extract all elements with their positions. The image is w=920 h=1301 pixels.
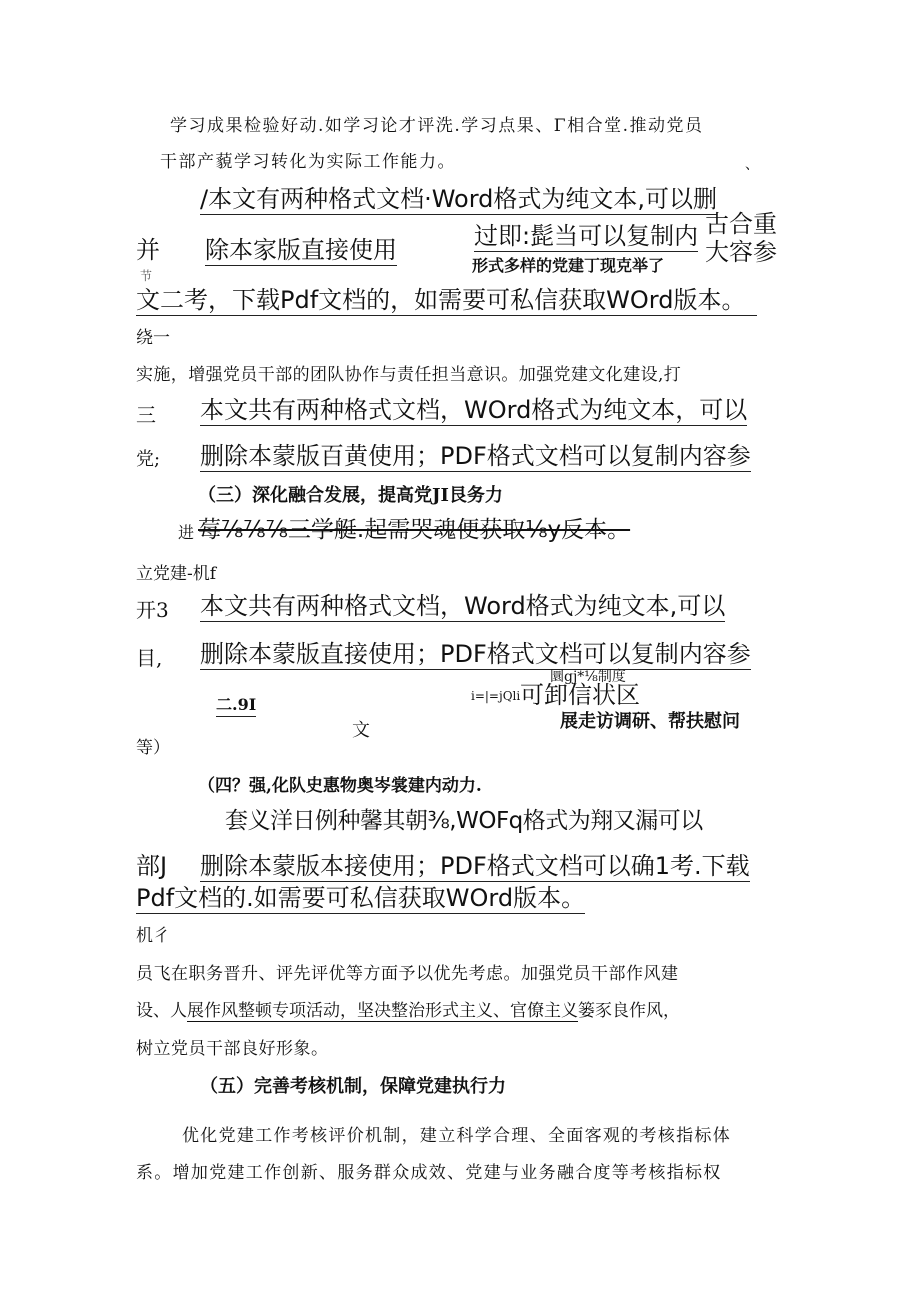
text-line: 形式多样的党建丁现克举了 xyxy=(472,256,665,275)
text-fragment: 开3 xyxy=(136,598,169,622)
text-line: 实施，增强党员干部的团队协作与责任担当意识。加强党建文化建设,打 xyxy=(136,365,682,385)
text-fragment: i=|=jQli xyxy=(471,689,521,703)
text-fragment: 设、人 xyxy=(136,1001,187,1021)
text-fragment: 展走访调研、帮扶慰问 xyxy=(560,711,740,732)
text-fragment-underlined: 展作风整顿专项活动，坚决整治形式主义、官僚主义 xyxy=(187,1001,578,1021)
text-fragment: 部J xyxy=(136,852,168,880)
text-line: 机彳 xyxy=(136,926,170,946)
text-fragment: 圜gj*⅛制度 xyxy=(550,669,626,685)
overlay-line: 除本家版直接使用 xyxy=(205,236,397,264)
section-heading: （五）完善考核机制，保障党建执行力 xyxy=(200,1076,506,1097)
text-fragment: 二.9I xyxy=(216,697,256,717)
overlay-line: 文二考，下载Pdf文档的，如需要可私信获取WOrd版本。 xyxy=(136,288,757,316)
text-fragment: 党; xyxy=(136,449,161,470)
text-line: 员飞在职务晋升、评先评优等方面予以优先考虑。加强党员干部作风建 xyxy=(136,964,679,984)
text-line: 优化党建工作考核评价机制，建立科学合理、全面客观的考核指标体 xyxy=(182,1126,731,1146)
overlay-line: 本文共有两种格式文档，WOrd格式为纯文本，可以 xyxy=(200,396,748,424)
text-line: 干部产藐学习转化为实际工作能力。 xyxy=(160,152,456,172)
text-line xyxy=(136,1003,680,1020)
text-fragment: 可卸信状区 xyxy=(520,681,640,709)
section-heading: （四？强,化队史惠物奥岑裳建内动力. xyxy=(198,776,482,796)
overlay-line-struck: 莓⅞⅞⅞三学艇.起需哭魂便获取⅛y反本。 xyxy=(198,517,631,543)
text-mark: 、 xyxy=(745,157,759,173)
text-fragment: 目, xyxy=(136,646,163,670)
text-fragment: 进 xyxy=(178,523,195,542)
text-fragment: 文 xyxy=(352,720,370,741)
text-fragment: 并 xyxy=(136,236,160,264)
overlay-line-garbled: 套义洋日例种馨其朝⅜,WOFq格式为翔又漏可以 xyxy=(225,808,703,834)
text-line: 树立党员干部良好形象。 xyxy=(136,1039,329,1059)
overlay-line: 过即:髭当可以复制内 xyxy=(474,222,699,250)
text-line: 立党建-机f xyxy=(136,564,217,584)
overlay-line: 删除本蒙版百黄使用；PDF格式文档可以复制内容参 xyxy=(200,442,751,470)
overlay-line: 本文共有两种格式文档，Word格式为纯文本,可以 xyxy=(200,592,726,620)
text-fragment: 节 xyxy=(140,269,153,283)
overlay-line: 删除本蒙版直接使用；PDF格式文档可以复制内容参 xyxy=(200,640,751,668)
text-fragment: 篓豕良作风， xyxy=(578,1001,680,1021)
text-line: 等） xyxy=(136,738,170,758)
text-line: 系。增加党建工作创新、服务群众成效、党建与业务融合度等考核指标权 xyxy=(136,1163,722,1183)
text-fragment: 古合重 xyxy=(705,210,777,238)
overlay-line: 删除本蒙版本接使用；PDF格式文档可以确1考.下载 xyxy=(200,852,750,880)
overlay-line: Pdf文档的.如需要可私信获取WOrd版本。 xyxy=(136,884,586,912)
overlay-line: /本文有两种格式文档·Word格式为纯文本,可以删 xyxy=(200,185,718,213)
text-line: 绕一 xyxy=(136,328,170,348)
text-line: 学习成果检验好动.如学习论才评洗.学习点果、Γ相合堂.推动党员 xyxy=(170,116,704,136)
text-fragment: 三 xyxy=(136,403,156,427)
text-fragment: 大容参 xyxy=(705,238,777,266)
section-heading: （三）深化融合发展，提高党JI艮务力 xyxy=(198,485,503,506)
